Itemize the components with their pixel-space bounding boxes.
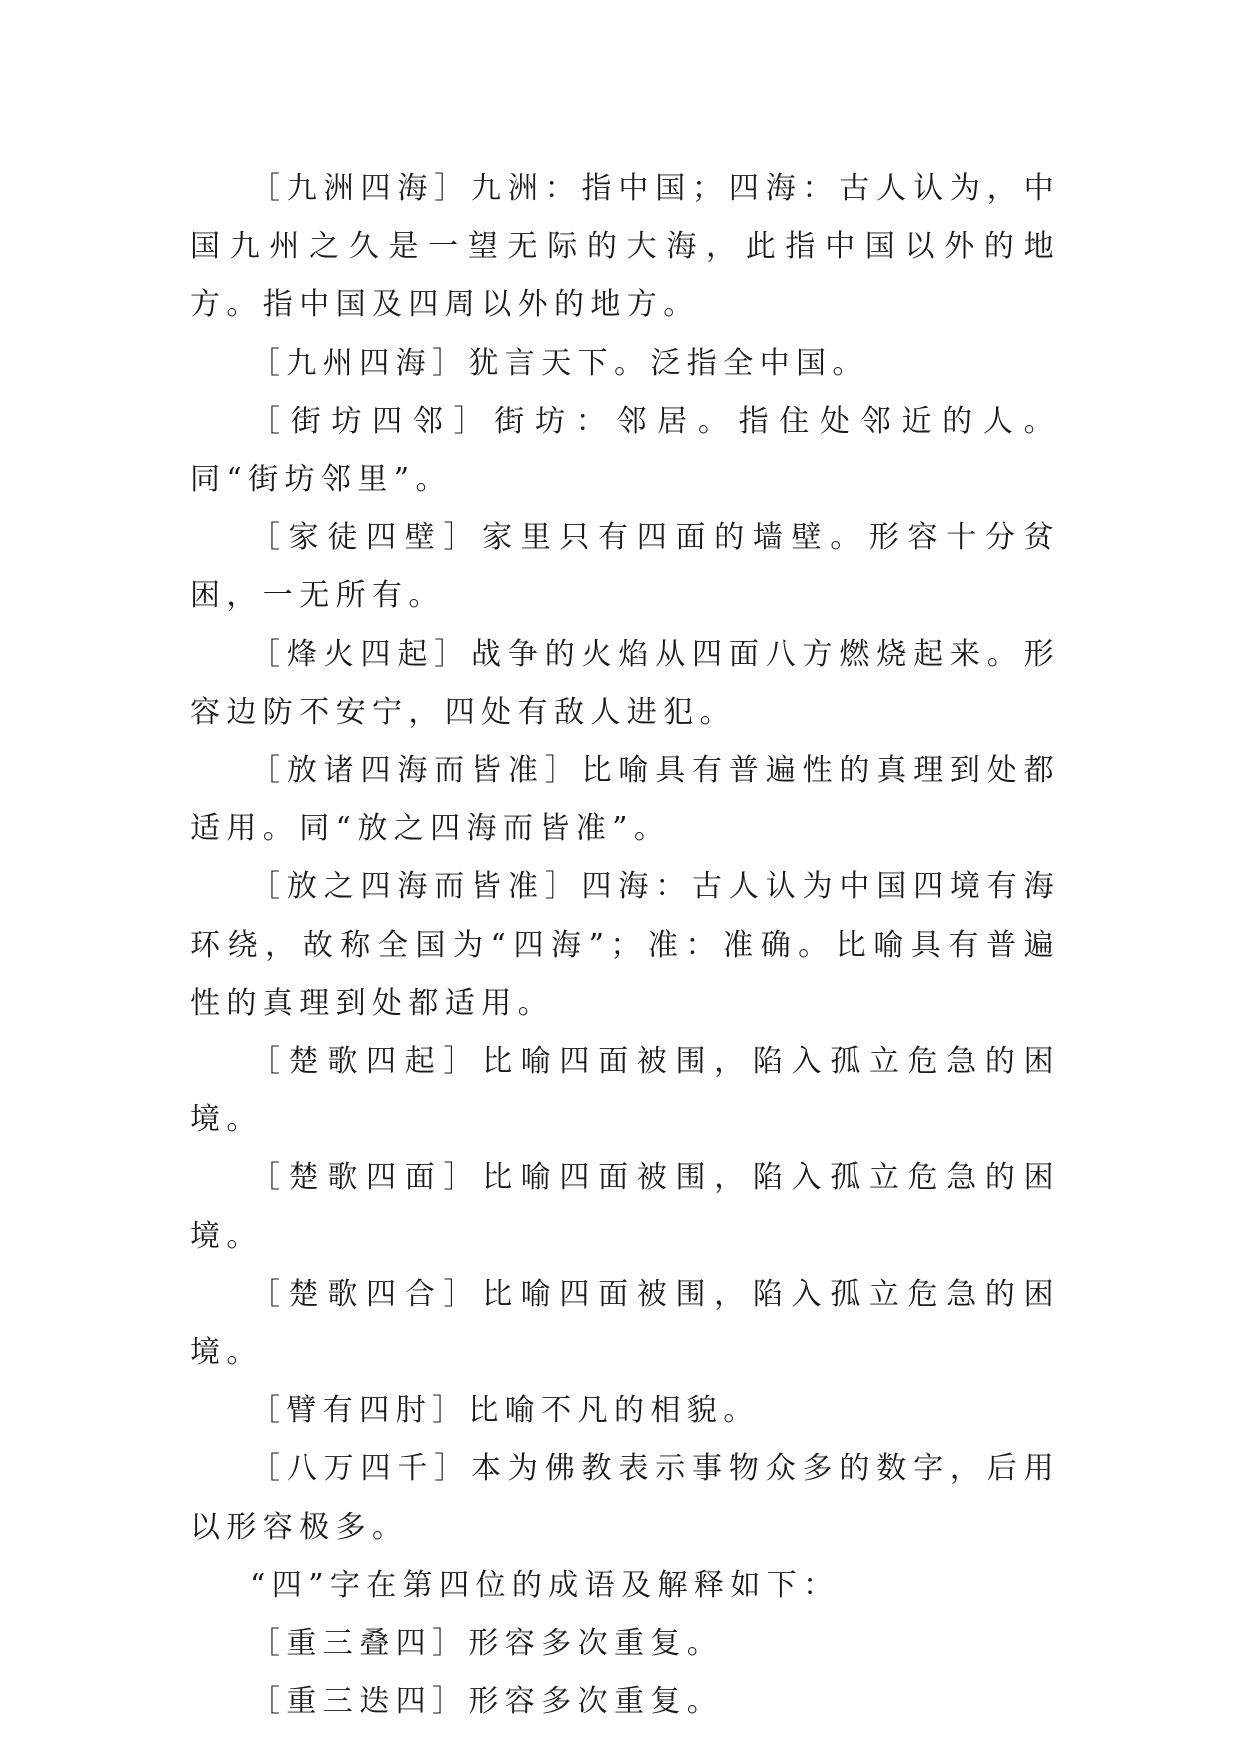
paragraph: ［重三叠四］形容多次重复。 (250, 1626, 724, 1662)
paragraph: ［家徒四壁］家里只有四面的墙壁。形容十分贫困，一无所有。 (190, 520, 1060, 614)
paragraph: ［八万四千］本为佛教表示事物众多的数字，后用以形容极多。 (190, 1451, 1060, 1545)
paragraph: ［重三迭四］形容多次重复。 (250, 1684, 724, 1720)
paragraph: ［楚歌四合］比喻四面被围，陷入孤立危急的困境。 (190, 1276, 1060, 1371)
paragraph: ［九洲四海］九洲：指中国；四海：古人认为，中国九州之久是一望无际的大海，此指中国以外的地方。指中国及四周以外的地方。 (190, 171, 1060, 323)
paragraph: ［街坊四邻］街坊：邻居。指住处邻近的人。同“街坊邻里”。 (190, 403, 1060, 498)
paragraph: ［楚歌四起］比喻四面被围，陷入孤立危急的困境。 (190, 1044, 1060, 1138)
document-body (190, 160, 1060, 1731)
paragraph: ［九州四海］犹言天下。泛指全中国。 (250, 345, 869, 381)
paragraph: ［楚歌四面］比喻四面被围，陷入孤立危急的困境。 (190, 1160, 1060, 1254)
paragraph: ［臂有四肘］比喻不凡的相貌。 (250, 1393, 760, 1429)
paragraph: ［放之四海而皆准］四海：古人认为中国四境有海环绕，故称全国为“四海”；准：准确。比喻具有普遍性的真理到处都适用。 (190, 869, 1060, 1021)
section-intro: “四”字在第四位的成语及解释如下： (250, 1567, 840, 1603)
paragraph: ［烽火四起］战争的火焰从四面八方燃烧起来。形容边防不安宁，四处有敌人进犯。 (190, 636, 1060, 730)
paragraph: ［放诸四海而皆准］比喻具有普遍性的真理到处都适用。同“放之四海而皆准”。 (190, 753, 1060, 847)
